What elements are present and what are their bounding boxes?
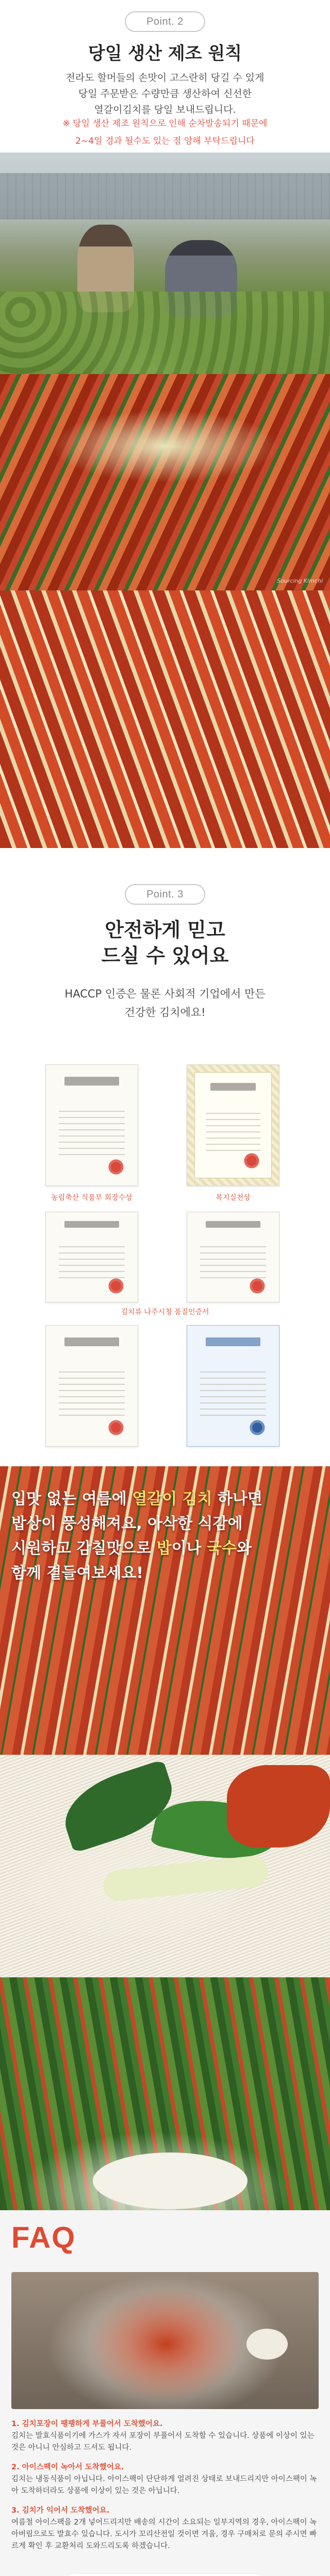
faq-question-3: 3. 김치가 익어서 도착했어요. bbox=[11, 2506, 110, 2515]
faq-section bbox=[0, 2210, 330, 2571]
point3-line-1: HACCP 인증은 물론 사회적 기업에서 만든 bbox=[64, 988, 266, 1000]
faq-answer-2: 김치는 냉동식품이 아닙니다. 아이스팩이 단단하게 얼려진 상태로 보내드리지만 아이스팩이 녹아 도착하더라도 상품에 이상이 있는 것은 아닙니다. bbox=[11, 2475, 317, 2495]
faq-footer bbox=[0, 2571, 330, 2576]
farm-photo bbox=[0, 152, 330, 374]
faq-item-3 bbox=[11, 2505, 319, 2552]
highlight-noodle: 국수 bbox=[207, 1539, 237, 1557]
faq-photo bbox=[11, 2272, 319, 2409]
sauce-dish bbox=[246, 2329, 288, 2360]
promo-overlay-text bbox=[11, 1487, 321, 1586]
red-kimchi-chunk bbox=[227, 1765, 330, 1848]
certificates-grid bbox=[0, 1064, 330, 1461]
rice-bowl bbox=[93, 2153, 248, 2209]
naju-license-2 bbox=[187, 1212, 279, 1302]
rice-kimchi-photo bbox=[0, 1977, 330, 2210]
promo-line-1: 입맛 없는 여름에 열갈이 김치 하나면 bbox=[11, 1490, 262, 1508]
notice-line-1: ※ 당일 생산 제조 원칙으로 인해 순차발송되기 때문에 bbox=[62, 118, 268, 129]
point3-title-2: 드실 수 있어요 bbox=[101, 944, 229, 967]
point3-title-1: 안전하게 믿고 bbox=[105, 919, 225, 941]
highlight-product: 열갈이 김치 bbox=[132, 1490, 212, 1508]
notice-line-2: 2~4일 경과 될수도 있는 점 양해 부탁드립니다 bbox=[75, 136, 255, 146]
cabbage-field bbox=[0, 292, 330, 374]
noodle-kimchi-photo bbox=[0, 1755, 330, 1977]
point2-notice bbox=[0, 116, 330, 131]
promo-line-3: 시원하고 감칠맛으로 밥이나 국수와 bbox=[11, 1539, 252, 1557]
kimchi-mixing-photo bbox=[0, 374, 330, 590]
promo-line-2: 밥상이 풍성해져요, 아삭한 식감에 bbox=[11, 1515, 243, 1533]
naju-license-1 bbox=[45, 1212, 138, 1302]
greenhouse-roof bbox=[0, 173, 330, 219]
point2-section bbox=[0, 0, 330, 135]
faq-title: FAQ bbox=[11, 2221, 76, 2255]
faq-answer-1: 김치는 발효식품이기에 가스가 자서 포장이 부풀어서 도착할 수 있습니다. 상품에 이상이 있는 것은 아니니 안심하고 드셔도 됩니다. bbox=[11, 2432, 315, 2452]
faq-item-1 bbox=[11, 2418, 319, 2454]
point2-line-3: 열갈이김치를 당일 보내드립니다. bbox=[94, 104, 236, 115]
point2-title: 당일 생산 제조 원칙 bbox=[88, 43, 242, 64]
award-certificate-welfare bbox=[187, 1064, 279, 1186]
stem-shape bbox=[102, 1854, 270, 1902]
point3-section bbox=[0, 848, 330, 1064]
faq-answer-3: 여름철 아이스팩을 2개 넣어드리지만 배송의 시간이 소요되는 일부지역의 경우, 아이스팩이 녹아버림으로도 발효수 있습니다. 도시가 꼬리산전일 것이면 겨울, 경우 구매처로 문의 주시면 빠르게 확인 후 교환처리 도와드리도록 하겠습니다. bbox=[11, 2518, 317, 2550]
point2-description bbox=[0, 70, 330, 118]
promo-line-4: 함께 곁들여보세요! bbox=[11, 1564, 143, 1582]
photo-watermark: Sourcing Kimchi bbox=[277, 578, 323, 584]
label-award-agri: 농림축산 식품부 회장수상 bbox=[51, 1194, 133, 1202]
naju-license-3 bbox=[45, 1325, 138, 1447]
point2-line-2: 당일 주문받은 수량만큼 생산하여 신선한 bbox=[78, 88, 252, 99]
label-naju-license: 김치류 나주시청 품질인증서 bbox=[121, 1308, 209, 1316]
point2-badge: Point. 2 bbox=[125, 11, 205, 32]
point3-badge: Point. 3 bbox=[125, 884, 205, 905]
haccp-certificate bbox=[187, 1325, 279, 1447]
point2-line-1: 전라도 할머들의 손맛이 고스란히 당길 수 있게 bbox=[65, 72, 265, 83]
award-certificate-agri bbox=[45, 1064, 138, 1186]
kimchi-closeup-photo bbox=[0, 590, 330, 848]
faq-item-2 bbox=[11, 2462, 319, 2497]
no-return-notice bbox=[64, 2574, 266, 2576]
point3-line-2: 건강한 김치에요! bbox=[124, 1006, 206, 1019]
label-award-welfare: 복지실천상 bbox=[216, 1194, 251, 1202]
faq-question-2: 2. 아이스팩이 녹아서 도착했어요. bbox=[11, 2463, 124, 2471]
highlight-rice: 밥 bbox=[156, 1539, 172, 1557]
faq-question-1: 1. 김치포장이 팽팽하게 부풀어서 도착했어요. bbox=[11, 2420, 163, 2428]
kimchi-promo-photo bbox=[0, 1466, 330, 1755]
